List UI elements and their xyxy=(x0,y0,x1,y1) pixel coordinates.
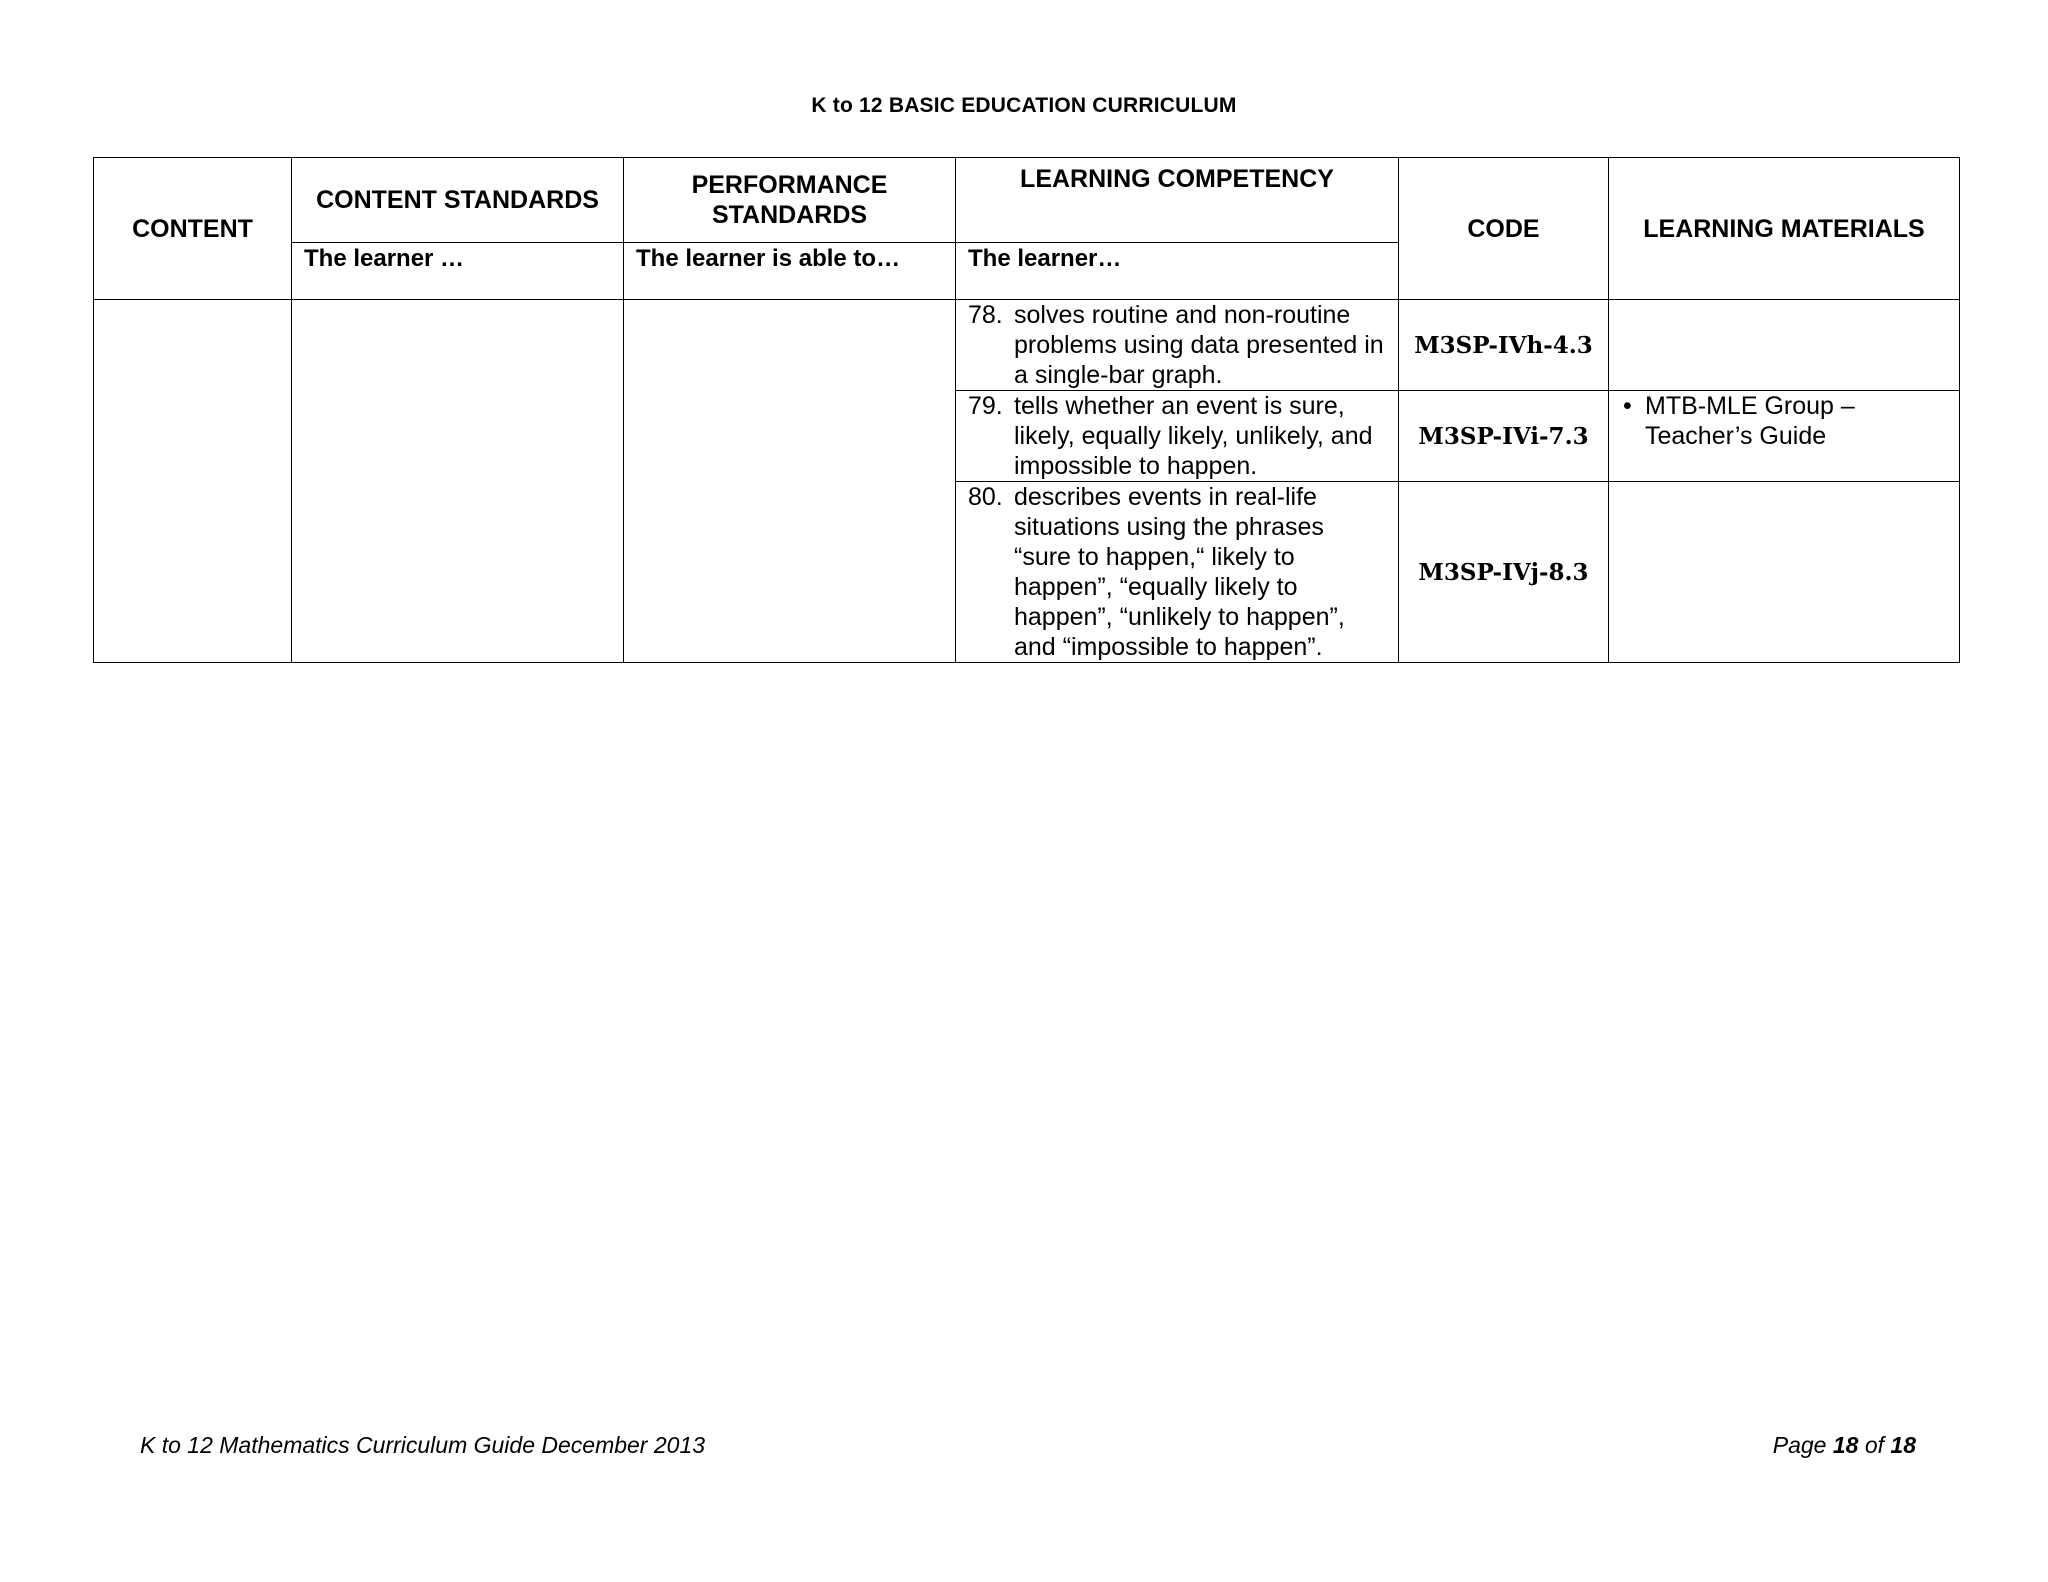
header-learning-competency: LEARNING COMPETENCY xyxy=(956,158,1399,243)
competency-number: 80. xyxy=(968,483,1003,511)
table-row xyxy=(94,300,1960,391)
header-performance-standards: PERFORMANCE STANDARDS xyxy=(624,158,956,243)
content-cell xyxy=(94,300,292,663)
subheader-learning-competency: The learner… xyxy=(956,243,1399,300)
subheader-content-standards: The learner … xyxy=(292,243,624,300)
document-title: K to 12 BASIC EDUCATION CURRICULUM xyxy=(811,94,1237,117)
header-content-standards: CONTENT STANDARDS xyxy=(292,158,624,243)
curriculum-table xyxy=(93,157,1960,663)
competency-cell xyxy=(956,300,1399,391)
competency-text: describes events in real-life situations using the phrases “sure to happen,“ likely to happen”, “equally likely to happen”, “unlikely to happen”, and “impossible to happen”. xyxy=(1014,483,1345,661)
footer-guide-title: K to 12 Mathematics Curriculum Guide December 2013 xyxy=(140,1432,706,1458)
materials-cell xyxy=(1609,391,1960,482)
materials-cell xyxy=(1609,300,1960,391)
competency-text: solves routine and non-routine problems using data presented in a single-bar graph. xyxy=(1014,301,1384,389)
competency-cell xyxy=(956,482,1399,663)
page-of: of xyxy=(1864,1432,1885,1458)
code-cell: M3SP-IVj-8.3 xyxy=(1399,482,1609,663)
page-label: Page xyxy=(1772,1432,1827,1458)
competency-number: 78. xyxy=(968,301,1003,329)
code-cell: M3SP-IVi-7.3 xyxy=(1399,391,1609,482)
subheader-performance-standards: The learner is able to… xyxy=(624,243,956,300)
performance-standards-cell xyxy=(624,300,956,663)
content-standards-cell xyxy=(292,300,624,663)
materials-cell xyxy=(1609,482,1960,663)
page-current: 18 xyxy=(1832,1432,1859,1458)
header-learning-materials: LEARNING MATERIALS xyxy=(1609,158,1960,300)
page-total: 18 xyxy=(1890,1432,1916,1458)
code-cell: M3SP-IVh-4.3 xyxy=(1399,300,1609,391)
competency-cell xyxy=(956,391,1399,482)
material-text: MTB-MLE Group – Teacher’s Guide xyxy=(1645,392,1855,450)
bullet-icon: • xyxy=(1623,392,1632,420)
competency-text: tells whether an event is sure, likely, equally likely, unlikely, and impossible to happen. xyxy=(1014,392,1373,480)
competency-number: 79. xyxy=(968,392,1003,420)
header-content: CONTENT xyxy=(94,158,292,300)
header-code: CODE xyxy=(1399,158,1609,300)
footer-page-number xyxy=(1773,1432,1916,1459)
